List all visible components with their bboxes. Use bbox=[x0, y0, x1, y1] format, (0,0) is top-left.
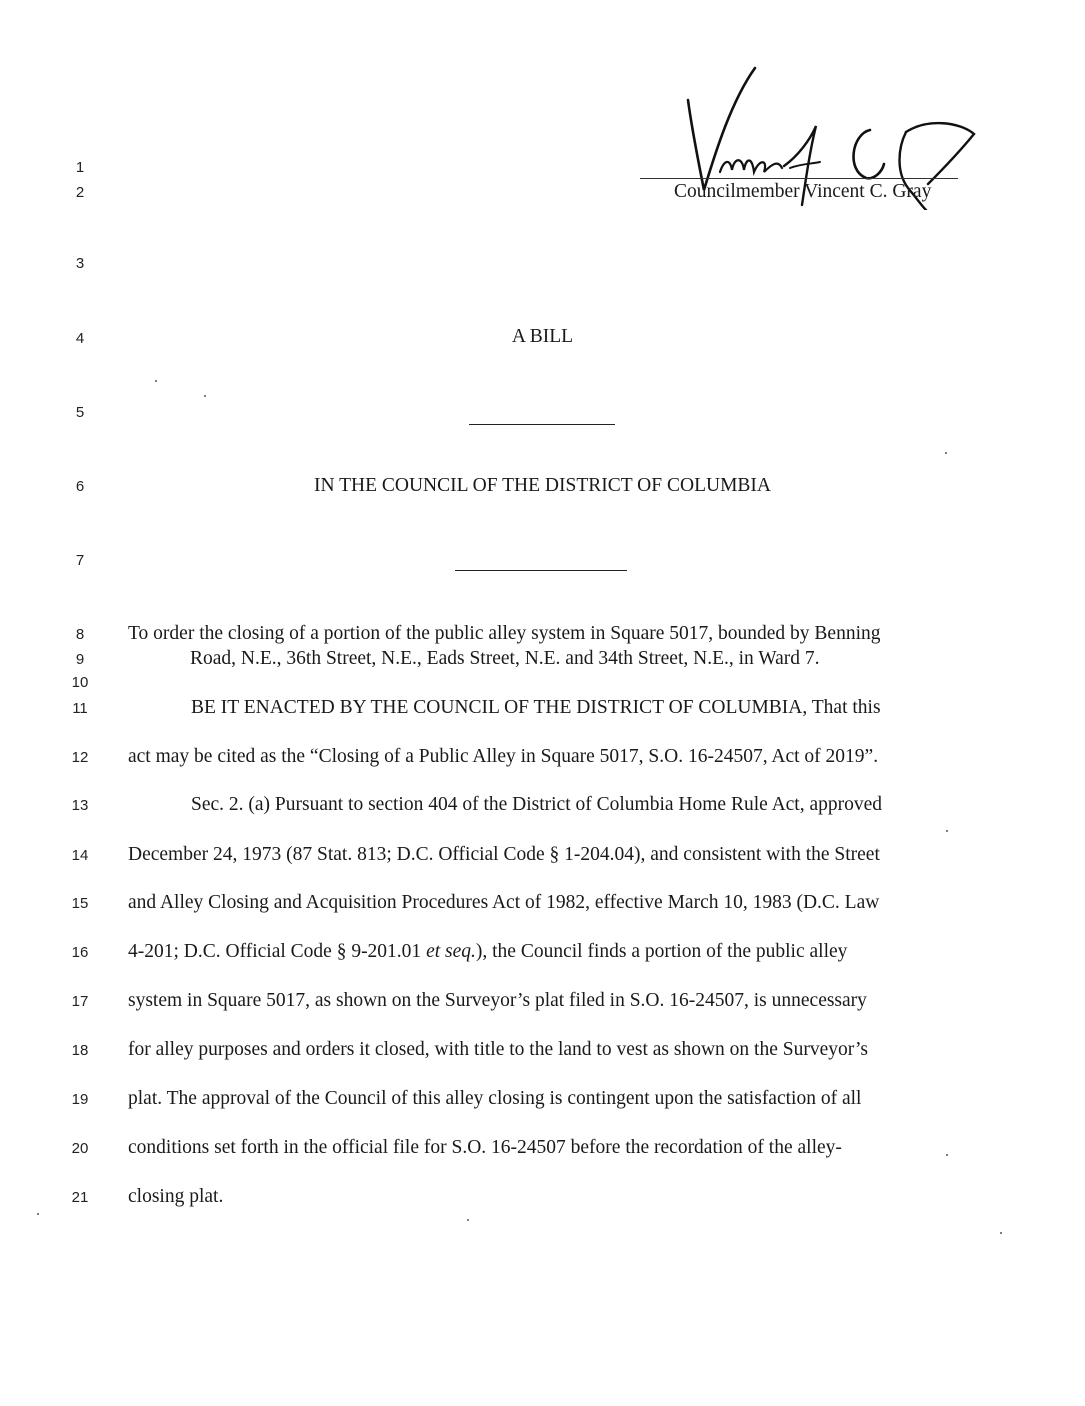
section-heading-line: Sec. 2. (a) Pursuant to section 404 of the District of Columbia Home Rule Act, approved bbox=[191, 794, 883, 815]
line-number: 2 bbox=[75, 184, 85, 201]
body-line: for alley purposes and orders it closed, with title to the land to vest as shown on the Surveyor’s bbox=[128, 1039, 868, 1060]
enacting-clause: BE IT ENACTED BY THE COUNCIL OF THE DISTRICT OF COLUMBIA, That this bbox=[191, 697, 881, 718]
body-line: act may be cited as the “Closing of a Public Alley in Square 5017, S.O. 16-24507, Act of 2019”. bbox=[128, 746, 879, 767]
line-number: 14 bbox=[71, 847, 89, 864]
scan-speck bbox=[204, 395, 206, 397]
body-line: and Alley Closing and Acquisition Procedures Act of 1982, effective March 10, 1983 (D.C. Law bbox=[128, 892, 880, 913]
line-number: 3 bbox=[75, 255, 85, 272]
line-number: 5 bbox=[75, 404, 85, 421]
line-number: 15 bbox=[71, 895, 89, 912]
line-number: 20 bbox=[71, 1140, 89, 1157]
scan-speck bbox=[1000, 1232, 1002, 1234]
italic-et-seq: et seq. bbox=[426, 941, 476, 962]
line-number: 16 bbox=[71, 944, 89, 961]
long-title-line: To order the closing of a portion of the public alley system in Square 5017, bounded by Benning bbox=[128, 623, 881, 644]
body-line: plat. The approval of the Council of this alley closing is contingent upon the satisfaction of all bbox=[128, 1088, 862, 1109]
body-line bbox=[128, 941, 847, 963]
body-line: December 24, 1973 (87 Stat. 813; D.C. Official Code § 1-204.04), and consistent with the Street bbox=[128, 844, 880, 865]
line-number: 12 bbox=[71, 749, 89, 766]
line-number: 18 bbox=[71, 1042, 89, 1059]
body-text: ), the Council finds a portion of the public alley bbox=[475, 941, 848, 962]
council-rule bbox=[455, 570, 627, 571]
line-number: 21 bbox=[71, 1189, 89, 1206]
scan-speck bbox=[467, 1219, 469, 1221]
line-number: 1 bbox=[75, 159, 85, 176]
scan-speck bbox=[946, 1154, 948, 1156]
line-number: 8 bbox=[75, 626, 85, 643]
scan-speck bbox=[945, 452, 947, 454]
line-number: 11 bbox=[72, 700, 88, 717]
scan-speck bbox=[946, 830, 948, 832]
signature-line bbox=[640, 178, 958, 179]
line-number: 17 bbox=[71, 993, 89, 1010]
scan-speck bbox=[155, 380, 157, 382]
line-number: 7 bbox=[75, 552, 85, 569]
signatory-name: Councilmember Vincent C. Gray bbox=[674, 181, 932, 202]
body-line: conditions set forth in the official file for S.O. 16-24507 before the recordation of the alley- bbox=[128, 1137, 842, 1158]
body-line: closing plat. bbox=[128, 1186, 224, 1207]
line-number: 9 bbox=[75, 651, 85, 668]
bill-title: A BILL bbox=[511, 326, 574, 347]
long-title-line: Road, N.E., 36th Street, N.E., Eads Street, N.E. and 34th Street, N.E., in Ward 7. bbox=[190, 648, 820, 669]
council-heading: IN THE COUNCIL OF THE DISTRICT OF COLUMBIA bbox=[313, 475, 771, 496]
body-text: 4-201; D.C. Official Code § 9-201.01 bbox=[128, 941, 427, 962]
body-line: system in Square 5017, as shown on the Surveyor’s plat filed in S.O. 16-24507, is unnecessary bbox=[128, 990, 867, 1011]
scan-speck bbox=[37, 1213, 39, 1215]
line-number: 4 bbox=[75, 330, 85, 347]
line-number: 19 bbox=[71, 1091, 89, 1108]
line-number: 6 bbox=[75, 478, 85, 495]
line-number: 10 bbox=[71, 674, 89, 691]
line-number: 13 bbox=[71, 797, 89, 814]
title-rule bbox=[469, 424, 615, 425]
